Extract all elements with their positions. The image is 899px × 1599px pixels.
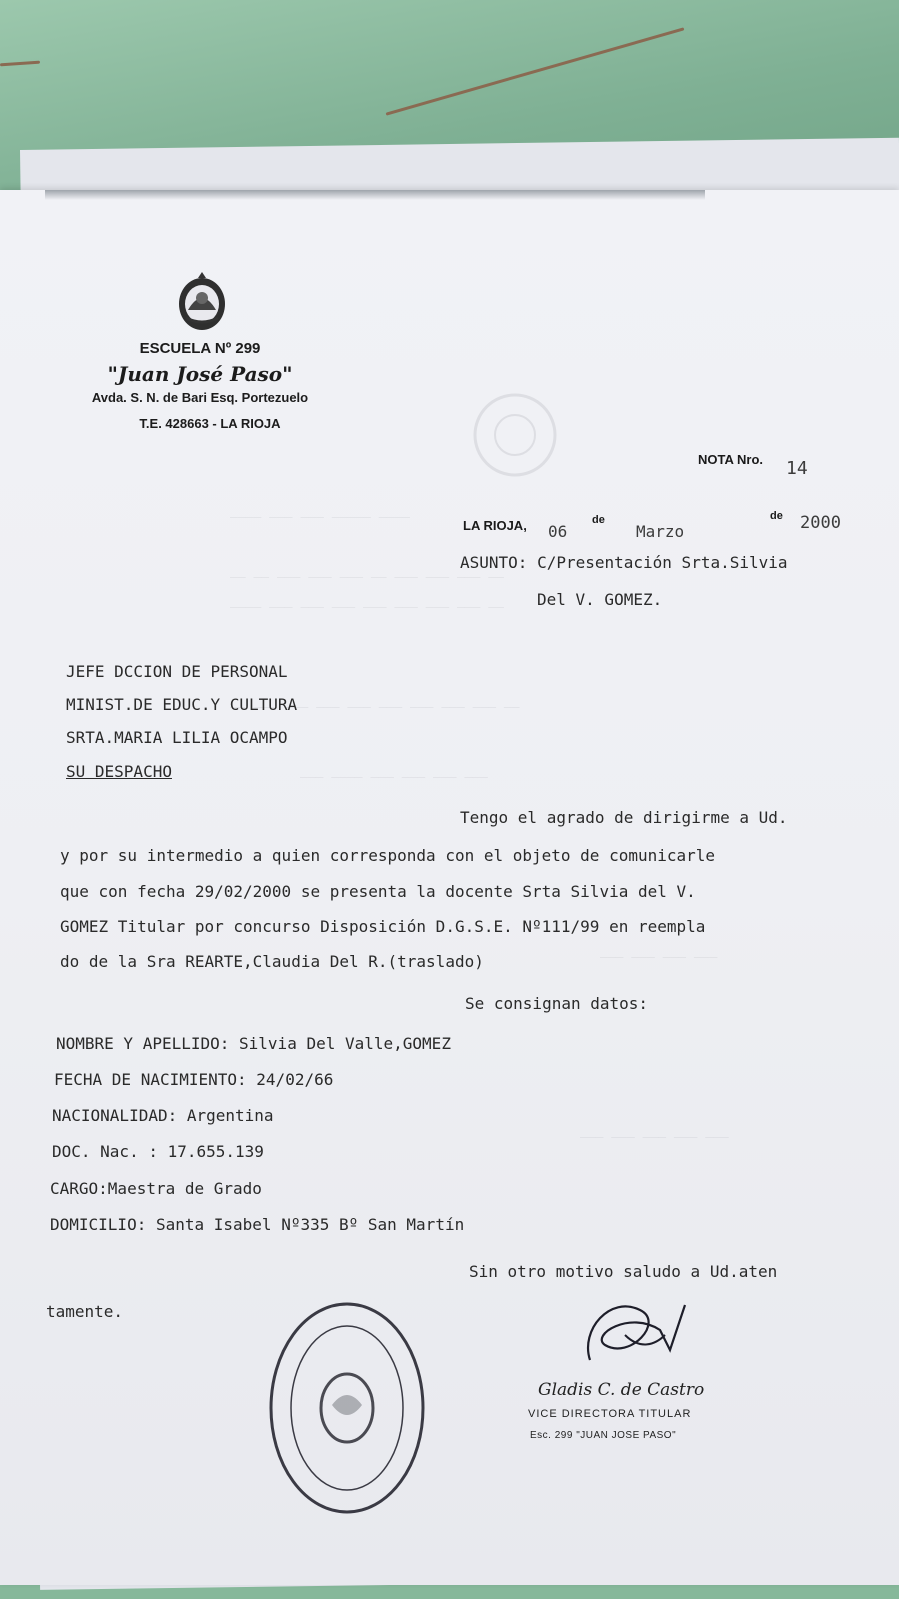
recipient-despacho: SU DESPACHO: [66, 762, 172, 781]
school-stamp-icon: [262, 1293, 432, 1523]
date-de-2: de: [770, 510, 783, 522]
subject-line-2: Del V. GOMEZ.: [537, 590, 663, 609]
date-year: 2000: [800, 513, 841, 533]
field-cargo: CARGO:Maestra de Grado: [50, 1179, 262, 1198]
signature-name: Gladis C. de Castro: [538, 1380, 705, 1400]
bleed-through-line: ——— ———— ——— ——— ——— ———: [300, 770, 488, 785]
body-line: Tengo el agrado de dirigirme a Ud.: [460, 808, 788, 827]
recipient-line: MINIST.DE EDUC.Y CULTURA: [66, 695, 298, 714]
date-day: 06: [548, 522, 568, 541]
nota-label: NOTA Nro.: [698, 452, 763, 467]
field-nombre: NOMBRE Y APELLIDO: Silvia Del Valle,GOMEZ: [56, 1034, 451, 1053]
field-documento: DOC. Nac. : 17.655.139: [52, 1142, 264, 1161]
body-line: Se consignan datos:: [465, 994, 649, 1013]
bleed-through-line: ——— ——— ——— ———: [600, 950, 718, 965]
field-nacionalidad: NACIONALIDAD: Argentina: [52, 1106, 274, 1125]
body-line: que con fecha 29/02/2000 se presenta la docente Srta Silvia del V.: [60, 882, 696, 901]
signature-scribble-icon: [570, 1290, 710, 1380]
school-address: Avda. S. N. de Bari Esq. Portezuelo: [91, 390, 309, 405]
paper-shadow: [45, 190, 705, 200]
closing-line-2: tamente.: [46, 1302, 124, 1321]
bleed-through-line: —— —— ——— ——— ——— —— ——— ——— ——— ——: [230, 570, 504, 585]
signature-title: VICE DIRECTORA TITULAR: [528, 1408, 692, 1420]
recipient-line: JEFE DCCION DE PERSONAL: [66, 662, 288, 681]
field-domicilio: DOMICILIO: Santa Isabel Nº335 Bº San Martín: [50, 1215, 465, 1234]
date-de-1: de: [592, 514, 605, 526]
body-line: y por su intermedio a quien corresponda con el objeto de comunicarle: [60, 846, 716, 865]
nota-number: 14: [786, 458, 808, 479]
subject-line-1: ASUNTO: C/Presentación Srta.Silvia: [460, 553, 788, 572]
school-phone: T.E. 428663 - LA RIOJA: [139, 416, 281, 431]
closing-line-1: Sin otro motivo saludo a Ud.aten: [469, 1262, 778, 1281]
school-number: ESCUELA Nº 299: [139, 340, 261, 357]
bleed-through-line: ———— ——— ——— ————— ————: [230, 510, 411, 525]
date-city: LA RIOJA,: [463, 518, 527, 533]
signature-school: Esc. 299 "JUAN JOSE PASO": [530, 1430, 677, 1441]
provincial-shield-icon: [176, 270, 228, 332]
bleed-through-line: ———— ——— ——— ——— ——— ——— ——— ——— ——: [230, 600, 504, 615]
field-nacimiento: FECHA DE NACIMIENTO: 24/02/66: [54, 1070, 334, 1089]
body-line: GOMEZ Titular por concurso Disposición D.G.S.E. Nº111/99 en reempla: [60, 917, 706, 936]
body-line: do de la Sra REARTE,Claudia Del R.(traslado): [60, 952, 484, 971]
bleed-through-line: —— ——— ——— ——— ——— ——— ——— ——— ——— ——: [230, 700, 520, 715]
bleed-through-line: ——— ——— ——— ——— ———: [580, 1130, 729, 1145]
school-name: "Juan José Paso": [107, 362, 293, 386]
recipient-line: SRTA.MARIA LILIA OCAMPO: [66, 728, 288, 747]
bleed-seal-icon: [470, 390, 560, 480]
date-month: Marzo: [636, 522, 685, 541]
